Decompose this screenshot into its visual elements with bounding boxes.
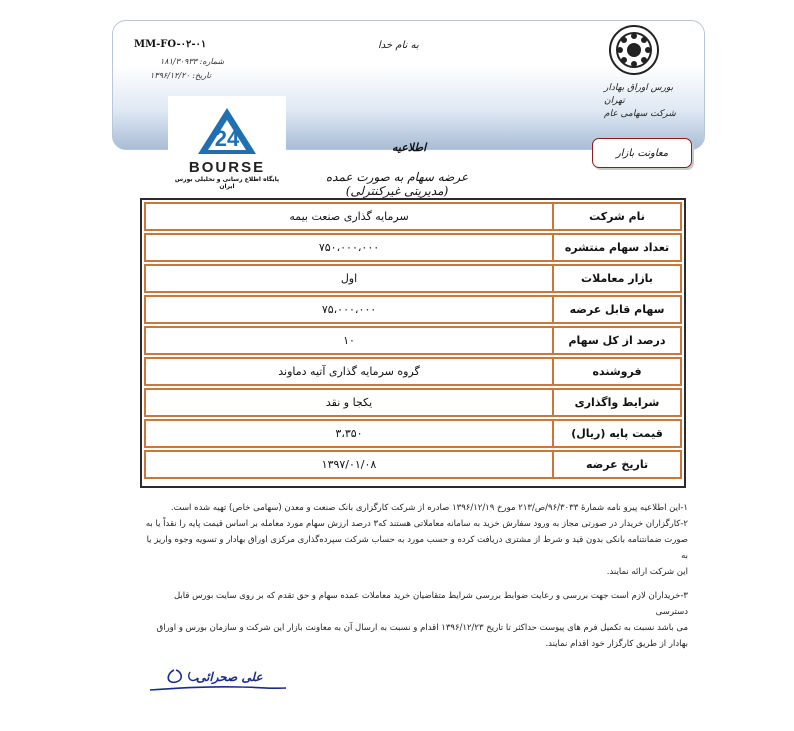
table-row <box>144 357 682 386</box>
table-label: قیمت پایه (ریال) <box>554 419 682 448</box>
document-number: شماره: ۱۸۱/۳۰۹۳۳ <box>160 57 225 66</box>
table-row <box>144 295 682 324</box>
org-line-1: بورس اوراق بهادار تهران <box>604 83 674 106</box>
tse-seal-logo <box>608 24 660 76</box>
table-value: یکجا و نقد <box>144 388 554 417</box>
notice-title: اطلاعیه <box>392 141 427 154</box>
svg-text:24: 24 <box>214 126 240 151</box>
table-label: سهام قابل عرضه <box>554 295 682 324</box>
notes-section <box>140 500 688 652</box>
bourse24-logo-graphic <box>168 96 286 176</box>
table-label: نام شرکت <box>554 202 682 231</box>
table-value: ۷۵۰،۰۰۰،۰۰۰ <box>144 233 554 262</box>
offering-details-table <box>140 198 686 488</box>
note-3-line-2: می باشد نسبت به تکمیل فرم های پیوست حداکثر تا تاریخ ۱۳۹۶/۱۲/۲۳ اقدام و نسبت به ارسال آن به معاونت بازار این شرکت و سازمان بورس و اوراق <box>156 623 688 633</box>
bourse24-logo <box>168 96 286 188</box>
table-row <box>144 233 682 262</box>
svg-text:BOURSE: BOURSE <box>188 159 266 176</box>
table-value: سرمایه گذاری صنعت بیمه <box>144 202 554 231</box>
table-value: ۱۰ <box>144 326 554 355</box>
basmala: به نام خدا <box>378 40 419 51</box>
document-date: تاریخ: ۱۳۹۶/۱۲/۲۰ <box>150 71 211 80</box>
table-value: ۱۳۹۷/۰۱/۰۸ <box>144 450 554 479</box>
table-label: تاریخ عرضه <box>554 450 682 479</box>
notice-subtitle: عرضه سهام به صورت عمده (مدیریتی غیرکنترلی) <box>325 170 469 198</box>
table-row <box>144 419 682 448</box>
department-tag: معاونت بازار <box>592 138 692 168</box>
note-1: ۱-این اطلاعیه پیرو نامه شمارهٔ ۹۶/۳۰۳۳/ص/۲۱۳ مورخ ۱۳۹۶/۱۲/۱۹ صادره از شرکت کارگزاری بانک صنعت و معدن (سهامی خاص) تهیه شده است. <box>170 503 688 513</box>
table-row <box>144 450 682 479</box>
document-code: MM-FO-۰۲-۰۱ <box>134 39 207 50</box>
table-row <box>144 326 682 355</box>
note-2-line-1: ۲-کارگزاران خریدار در صورتی مجاز به ورود سفارش خرید به سامانه معاملاتی هستند که۳ درصد ارزش سهام مورد معامله بر اساس قیمت پایه را نقداً یا به <box>145 519 688 529</box>
table-label: فروشنده <box>554 357 682 386</box>
table-label: درصد از کل سهام <box>554 326 682 355</box>
table-value: گروه سرمایه گذاری آتیه دماوند <box>144 357 554 386</box>
table-row <box>144 264 682 293</box>
logo-caption: پایگاه اطلاع رسانی و تحلیلی بورس ایران <box>174 176 280 190</box>
table-row <box>144 202 682 231</box>
note-2-line-3: این شرکت ارائه نمایند. <box>606 567 688 577</box>
note-3-line-1: ۳-خریداران لازم است جهت بررسی و رعایت ضوابط بررسی شرایط متقاضیان خرید معاملات عمده سهام و حق تقدم که بر روی سایت بورس قابل دسترسی <box>173 591 688 617</box>
table-value: ۳،۳۵۰ <box>144 419 554 448</box>
table-value: ۷۵،۰۰۰،۰۰۰ <box>144 295 554 324</box>
table-value: اول <box>144 264 554 293</box>
org-name <box>604 82 684 121</box>
table-label: تعداد سهام منتشره <box>554 233 682 262</box>
signatory-name: علی صحرائی <box>196 670 263 684</box>
table-label: بازار معاملات <box>554 264 682 293</box>
note-2-line-2: صورت ضمانتنامه بانکی بدون قید و شرط از مشتری دریافت کرده و حسب مورد به حساب شرکت سپرده‌گذاری مرکزی اوراق بهادار و تسویه وجوه واریز یا به <box>146 535 688 561</box>
note-3-line-3: بهادار از طریق کارگزار خود اقدام نمایند. <box>545 639 688 649</box>
table-row <box>144 388 682 417</box>
table-label: شرایط واگذاری <box>554 388 682 417</box>
org-line-2: شرکت سهامی عام <box>604 109 676 119</box>
